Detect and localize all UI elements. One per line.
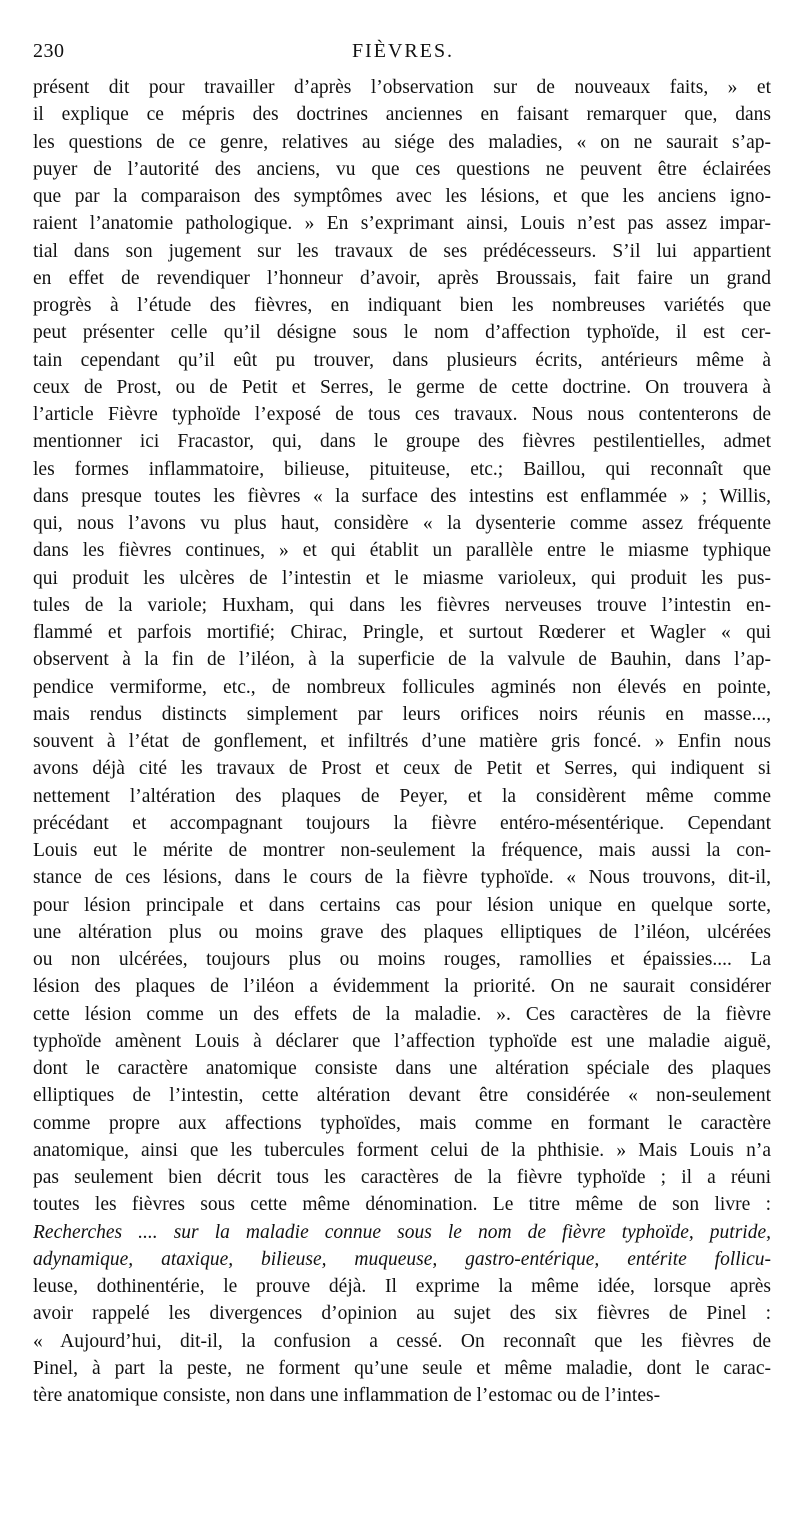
text-line: tère anatomique consiste, non dans une inflammation de l’estomac ou de l’intes- xyxy=(33,1385,661,1406)
text-line: flammé et parfois mortifié; Chirac, Pringle, et surtout Rœderer et Wagler « qui xyxy=(33,622,771,643)
text-line: pour lésion principale et dans certains cas pour lésion unique en quelque sorte, xyxy=(33,894,771,916)
text-line: l’article Fièvre typhoïde l’exposé de tous ces travaux. Nous nous contenterons de xyxy=(33,404,771,425)
text-line: tain cependant qu’il eût pu trouver, dans plusieurs écrits, antérieurs même à xyxy=(33,349,771,371)
text-line: dans les fièvres continues, » et qui établit un parallèle entre le miasme typhique xyxy=(33,540,771,562)
text-line: mais rendus distincts simplement par leurs orifices noirs réunis en masse..., xyxy=(33,703,771,725)
text-line: souvent à l’état de gonflement, et infiltrés d’une matière gris foncé. » Enfin nous xyxy=(33,731,771,752)
text-line: comme propre aux affections typhoïdes, mais comme en formant le caractère xyxy=(33,1112,771,1134)
text-line-italic: adynamique, ataxique, bilieuse, muqueuse, gastro-entérique, entérite follicu- xyxy=(33,1248,771,1270)
text-line: toutes les fièvres sous cette même dénomination. Le titre même de son livre : xyxy=(33,1194,771,1216)
text-line: Louis eut le mérite de montrer non-seulement la fréquence, mais aussi la con- xyxy=(33,840,771,861)
page-header xyxy=(33,40,773,70)
text-line: présent dit pour travailler d’après l’observation sur de nouveaux faits, » et xyxy=(33,77,771,98)
body-text xyxy=(33,74,771,1409)
text-line: anatomique, ainsi que les tubercules forment celui de la phthisie. » Mais Louis n’a xyxy=(33,1139,771,1161)
running-title: FIÈVRES. xyxy=(351,40,455,62)
text-line: cette lésion comme un des effets de la maladie. ». Ces caractères de la fièvre xyxy=(33,1003,771,1025)
text-line: mentionner ici Fracastor, qui, dans le groupe des fièvres pestilentielles, admet xyxy=(33,431,771,453)
text-line: pendice vermiforme, etc., de nombreux follicules agminés non élevés en pointe, xyxy=(33,676,771,698)
text-line: que par la comparaison des symptômes avec les lésions, et que les anciens igno- xyxy=(33,186,771,207)
text-line: il explique ce mépris des doctrines anciennes en faisant remarquer que, dans xyxy=(33,104,771,126)
text-line: ou non ulcérées, toujours plus ou moins rouges, ramollies et épaissies.... La xyxy=(33,949,771,970)
text-line: observent à la fin de l’iléon, à la superficie de la valvule de Bauhin, dans l’ap- xyxy=(33,649,771,671)
page-number: 230 xyxy=(33,40,65,62)
text-line: qui, nous l’avons vu plus haut, considère « la dysenterie comme assez fréquente xyxy=(33,513,771,534)
text-line: Pinel, à part la peste, ne forment qu’une seule et même maladie, dont le carac- xyxy=(33,1357,771,1379)
text-line: précédant et accompagnant toujours la fièvre entéro-mésentérique. Cependant xyxy=(33,812,771,834)
text-line: raient l’anatomie pathologique. » En s’exprimant ainsi, Louis n’est pas assez impar- xyxy=(33,213,771,235)
text-line-italic: Recherches .... sur la maladie connue sous le nom de fièvre typhoïde, putride, xyxy=(33,1221,771,1243)
text-line: avoir rappelé les divergences d’opinion au sujet des six fièvres de Pinel : xyxy=(33,1303,771,1325)
text-line: nettement l’altération des plaques de Peyer, et la considèrent même comme xyxy=(33,785,771,807)
text-line: ceux de Prost, ou de Petit et Serres, le germe de cette doctrine. On trouvera à xyxy=(33,376,771,398)
text-line: tules de la variole; Huxham, qui dans les fièvres nerveuses trouve l’intestin en- xyxy=(33,594,771,616)
text-line: les questions de ce genre, relatives au siége des maladies, « on ne saurait s’ap- xyxy=(33,131,771,153)
text-line: stance de ces lésions, dans le cours de la fièvre typhoïde. « Nous trouvons, dit-il, xyxy=(33,867,771,889)
text-line: lésion des plaques de l’iléon a évidemment la priorité. On ne saurait considérer xyxy=(33,976,771,998)
text-line: pas seulement bien décrit tous les caractères de la fièvre typhoïde ; il a réuni xyxy=(33,1167,771,1188)
text-line: une altération plus ou moins grave des plaques elliptiques de l’iléon, ulcérées xyxy=(33,921,771,943)
text-line: leuse, dothinentérie, le prouve déjà. Il exprime la même idée, lorsque après xyxy=(33,1276,771,1297)
text-line: « Aujourd’hui, dit-il, la confusion a cessé. On reconnaît que les fièvres de xyxy=(33,1330,771,1352)
text-line: puyer de l’autorité des anciens, vu que ces questions ne peuvent être éclairées xyxy=(33,158,771,180)
text-line: progrès à l’étude des fièvres, en indiquant bien les nombreuses variétés que xyxy=(33,295,771,316)
text-line: tial dans son jugement sur les travaux de ses prédécesseurs. S’il lui appartient xyxy=(33,240,771,262)
text-line: dont le caractère anatomique consiste dans une altération spéciale des plaques xyxy=(33,1058,771,1079)
text-line: qui produit les ulcères de l’intestin et le miasme varioleux, qui produit les pus- xyxy=(33,567,771,589)
text-line: peut présenter celle qu’il désigne sous le nom d’affection typhoïde, il est cer- xyxy=(33,322,771,344)
text-line: elliptiques de l’intestin, cette altération devant être considérée « non-seulement xyxy=(33,1085,771,1107)
text-line: en effet de revendiquer l’honneur d’avoir, après Broussais, fait faire un grand xyxy=(33,267,771,289)
text-line: les formes inflammatoire, bilieuse, pituiteuse, etc.; Baillou, qui reconnaît que xyxy=(33,458,771,480)
text-line: dans presque toutes les fièvres « la surface des intestins est enflammée » ; Willis, xyxy=(33,485,771,507)
text-line: typhoïde amènent Louis à déclarer que l’affection typhoïde est une maladie aiguë, xyxy=(33,1030,771,1052)
text-line: avons déjà cité les travaux de Prost et ceux de Petit et Serres, qui indiquent si xyxy=(33,758,771,780)
